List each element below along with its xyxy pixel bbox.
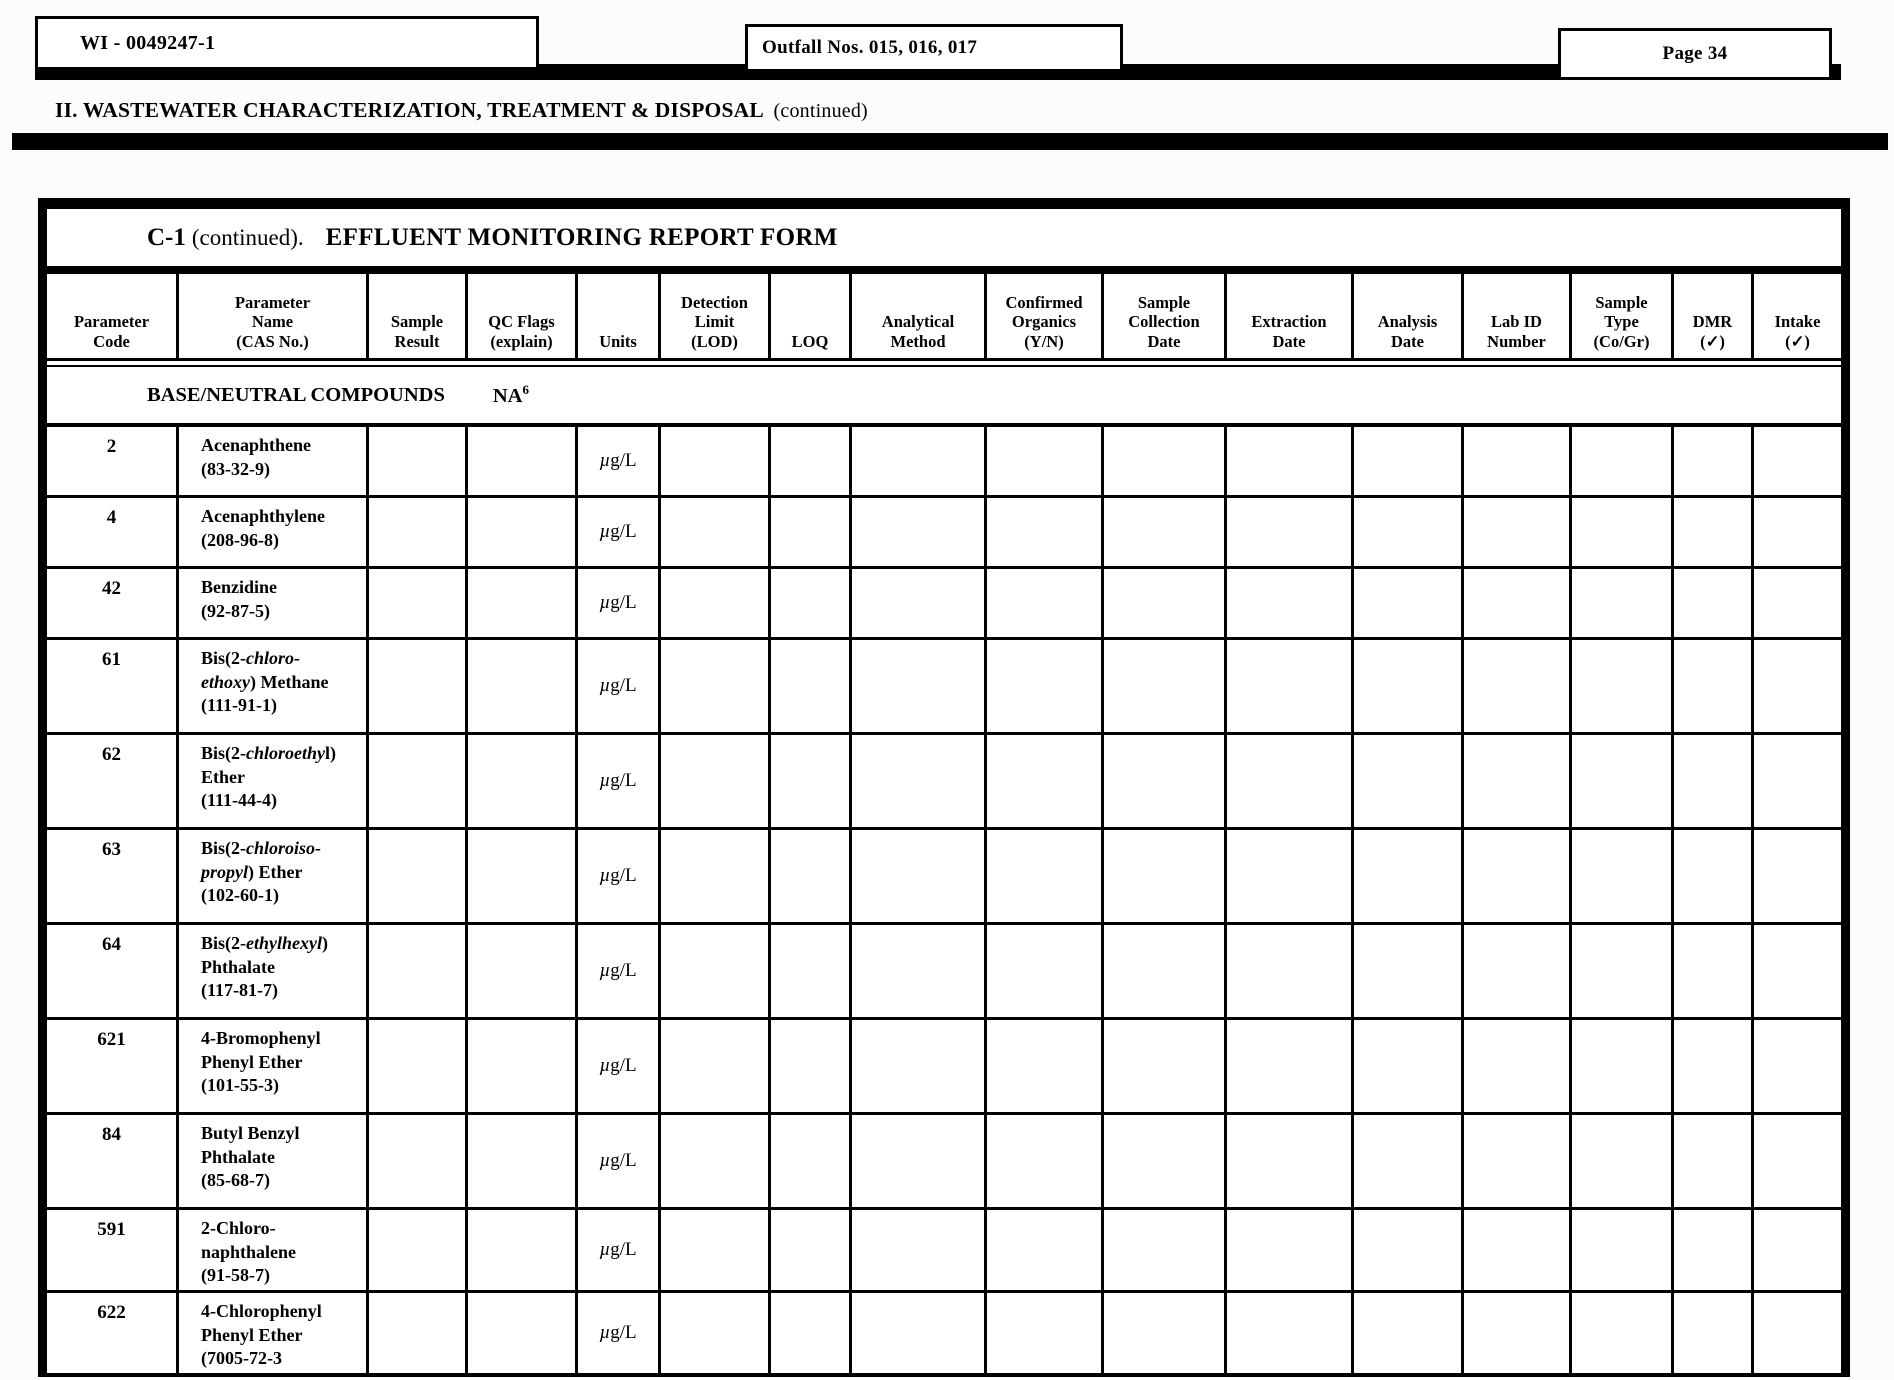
cell-qc-flags [468, 1020, 578, 1112]
cell-dmr [1674, 498, 1754, 566]
cell-units: µ g/L [578, 1293, 661, 1373]
effluent-monitoring-table [38, 198, 1850, 1377]
table-row [47, 569, 1841, 640]
cell-confirmed-organics [987, 427, 1104, 495]
cell-analytical-method [852, 925, 987, 1017]
column-header-sample-collection-date: Sample Collection Date [1104, 274, 1227, 358]
cell-extraction-date [1227, 925, 1354, 1017]
cell-dmr [1674, 1293, 1754, 1373]
compound-group-row [47, 367, 1841, 427]
cell-parameter-name: 2-Chloro- naphthalene (91-58-7) [179, 1210, 369, 1290]
cell-units: µ g/L [578, 498, 661, 566]
cell-detection-limit [661, 1020, 771, 1112]
cell-parameter-code: 591 [47, 1210, 179, 1290]
cell-dmr [1674, 569, 1754, 637]
cell-analysis-date [1354, 1210, 1464, 1290]
column-header-lab-id-number: Lab ID Number [1464, 274, 1572, 358]
cell-sample-type [1572, 1115, 1674, 1207]
cell-parameter-code: 4 [47, 498, 179, 566]
cell-sample-collection-date [1104, 735, 1227, 827]
cell-sample-result [369, 1115, 468, 1207]
cell-intake [1754, 1210, 1841, 1290]
column-header-sample-result: Sample Result [369, 274, 468, 358]
compound-group-value: $NA^6$ [492, 382, 529, 407]
table-header-row [47, 274, 1841, 358]
cell-sample-collection-date [1104, 1293, 1227, 1373]
cell-intake [1754, 830, 1841, 922]
cell-parameter-code: 42 [47, 569, 179, 637]
cell-loq [771, 498, 852, 566]
cell-sample-collection-date [1104, 830, 1227, 922]
cell-sample-type [1572, 1210, 1674, 1290]
section-heading-text: II. WASTEWATER CHARACTERIZATION, TREATMENT & DISPOSAL [55, 98, 763, 122]
cell-intake [1754, 1020, 1841, 1112]
cell-confirmed-organics [987, 735, 1104, 827]
cell-detection-limit [661, 1115, 771, 1207]
cell-dmr [1674, 1115, 1754, 1207]
cell-intake [1754, 735, 1841, 827]
cell-sample-result [369, 1210, 468, 1290]
cell-intake [1754, 640, 1841, 732]
cell-dmr [1674, 925, 1754, 1017]
cell-analytical-method [852, 498, 987, 566]
table-title-prefix: C-1 [147, 223, 186, 251]
compound-group-label: BASE/NEUTRAL COMPOUNDS [147, 383, 445, 406]
cell-units: µ g/L [578, 1210, 661, 1290]
cell-sample-type [1572, 925, 1674, 1017]
cell-parameter-name: Benzidine (92-87-5) [179, 569, 369, 637]
cell-sample-type [1572, 830, 1674, 922]
cell-sample-collection-date [1104, 498, 1227, 566]
cell-sample-result [369, 1293, 468, 1373]
permit-number-box [35, 16, 539, 70]
cell-sample-collection-date [1104, 1115, 1227, 1207]
cell-lab-id-number [1464, 1020, 1572, 1112]
cell-parameter-name: Bis(2-chloroethyl) Ether (111-44-4) [179, 735, 369, 827]
cell-confirmed-organics [987, 830, 1104, 922]
cell-lab-id-number [1464, 498, 1572, 566]
cell-units: µ g/L [578, 1020, 661, 1112]
cell-analysis-date [1354, 1020, 1464, 1112]
cell-parameter-name: Bis(2-chloro- ethoxy) Methane (111-91-1) [179, 640, 369, 732]
column-header-parameter-code: Parameter Code [47, 274, 179, 358]
cell-detection-limit [661, 830, 771, 922]
table-body [47, 427, 1841, 1373]
table-row [47, 640, 1841, 735]
cell-analysis-date [1354, 1293, 1464, 1373]
cell-qc-flags [468, 1210, 578, 1290]
cell-sample-collection-date [1104, 1210, 1227, 1290]
cell-dmr [1674, 427, 1754, 495]
cell-extraction-date [1227, 569, 1354, 637]
cell-sample-type [1572, 427, 1674, 495]
cell-sample-collection-date [1104, 427, 1227, 495]
cell-analytical-method [852, 735, 987, 827]
column-header-extraction-date: Extraction Date [1227, 274, 1354, 358]
header-double-rule [47, 358, 1841, 367]
cell-units: µ g/L [578, 569, 661, 637]
column-header-units: Units [578, 274, 661, 358]
cell-analysis-date [1354, 640, 1464, 732]
cell-parameter-code: 63 [47, 830, 179, 922]
cell-lab-id-number [1464, 735, 1572, 827]
cell-sample-collection-date [1104, 925, 1227, 1017]
cell-parameter-name: Acenaphthylene (208-96-8) [179, 498, 369, 566]
outfall-numbers: Outfall Nos. 015, 016, 017 [762, 37, 978, 58]
cell-intake [1754, 1115, 1841, 1207]
cell-qc-flags [468, 925, 578, 1017]
cell-sample-collection-date [1104, 1020, 1227, 1112]
column-header-loq: LOQ [771, 274, 852, 358]
table-row [47, 1293, 1841, 1373]
cell-analytical-method [852, 1115, 987, 1207]
cell-sample-result [369, 925, 468, 1017]
table-row [47, 1115, 1841, 1210]
column-header-dmr: DMR (✓) [1674, 274, 1754, 358]
cell-parameter-name: Bis(2-ethylhexyl) Phthalate (117-81-7) [179, 925, 369, 1017]
cell-analysis-date [1354, 569, 1464, 637]
cell-confirmed-organics [987, 925, 1104, 1017]
cell-qc-flags [468, 1115, 578, 1207]
cell-sample-collection-date [1104, 640, 1227, 732]
table-row [47, 1210, 1841, 1293]
cell-units: µ g/L [578, 1115, 661, 1207]
cell-intake [1754, 1293, 1841, 1373]
cell-parameter-name: Bis(2-chloroiso- propyl) Ether (102-60-1) [179, 830, 369, 922]
cell-qc-flags [468, 1293, 578, 1373]
column-header-analysis-date: Analysis Date [1354, 274, 1464, 358]
section-heading-continued: (continued) [773, 100, 868, 122]
cell-units: µ g/L [578, 640, 661, 732]
outfall-numbers-box [745, 24, 1123, 72]
cell-analytical-method [852, 1293, 987, 1373]
table-title-row [47, 209, 1841, 274]
cell-analytical-method [852, 640, 987, 732]
cell-lab-id-number [1464, 569, 1572, 637]
cell-analysis-date [1354, 498, 1464, 566]
cell-lab-id-number [1464, 640, 1572, 732]
cell-units: µ g/L [578, 925, 661, 1017]
cell-loq [771, 1210, 852, 1290]
cell-intake [1754, 925, 1841, 1017]
cell-detection-limit [661, 569, 771, 637]
table-row [47, 427, 1841, 498]
cell-loq [771, 1293, 852, 1373]
cell-analytical-method [852, 569, 987, 637]
table-title: EFFLUENT MONITORING REPORT FORM [325, 223, 838, 251]
cell-parameter-name: Acenaphthene (83-32-9) [179, 427, 369, 495]
cell-extraction-date [1227, 830, 1354, 922]
cell-sample-type [1572, 1020, 1674, 1112]
cell-lab-id-number [1464, 1293, 1572, 1373]
cell-detection-limit [661, 925, 771, 1017]
cell-loq [771, 640, 852, 732]
cell-detection-limit [661, 640, 771, 732]
cell-detection-limit [661, 735, 771, 827]
cell-extraction-date [1227, 735, 1354, 827]
cell-sample-type [1572, 1293, 1674, 1373]
cell-loq [771, 1115, 852, 1207]
cell-dmr [1674, 830, 1754, 922]
cell-sample-result [369, 569, 468, 637]
cell-sample-result [369, 735, 468, 827]
cell-extraction-date [1227, 1293, 1354, 1373]
cell-sample-result [369, 498, 468, 566]
table-row [47, 1020, 1841, 1115]
cell-parameter-name: 4-Chlorophenyl Phenyl Ether (7005-72-3 [179, 1293, 369, 1373]
column-header-sample-type: Sample Type (Co/Gr) [1572, 274, 1674, 358]
column-header-qc-flags: QC Flags (explain) [468, 274, 578, 358]
cell-qc-flags [468, 498, 578, 566]
cell-loq [771, 735, 852, 827]
cell-lab-id-number [1464, 925, 1572, 1017]
cell-detection-limit [661, 1210, 771, 1290]
cell-extraction-date [1227, 498, 1354, 566]
cell-parameter-code: 64 [47, 925, 179, 1017]
cell-extraction-date [1227, 427, 1354, 495]
cell-lab-id-number [1464, 830, 1572, 922]
cell-analytical-method [852, 1210, 987, 1290]
cell-sample-type [1572, 569, 1674, 637]
cell-dmr [1674, 1020, 1754, 1112]
cell-confirmed-organics [987, 498, 1104, 566]
cell-intake [1754, 498, 1841, 566]
cell-dmr [1674, 1210, 1754, 1290]
cell-sample-result [369, 640, 468, 732]
cell-units: µ g/L [578, 427, 661, 495]
cell-intake [1754, 569, 1841, 637]
cell-sample-collection-date [1104, 569, 1227, 637]
cell-qc-flags [468, 427, 578, 495]
cell-parameter-code: 621 [47, 1020, 179, 1112]
cell-loq [771, 925, 852, 1017]
cell-loq [771, 830, 852, 922]
section-heading [55, 98, 868, 123]
cell-units: µ g/L [578, 735, 661, 827]
cell-confirmed-organics [987, 1115, 1104, 1207]
cell-analysis-date [1354, 925, 1464, 1017]
permit-number: WI - 0049247-1 [80, 31, 216, 54]
cell-detection-limit [661, 498, 771, 566]
cell-analytical-method [852, 427, 987, 495]
cell-sample-type [1572, 735, 1674, 827]
column-header-confirmed-organics: Confirmed Organics (Y/N) [987, 274, 1104, 358]
cell-loq [771, 1020, 852, 1112]
cell-loq [771, 427, 852, 495]
cell-confirmed-organics [987, 569, 1104, 637]
cell-lab-id-number [1464, 427, 1572, 495]
cell-sample-type [1572, 498, 1674, 566]
cell-qc-flags [468, 569, 578, 637]
section-divider-bar [12, 133, 1888, 150]
column-header-detection-limit: Detection Limit (LOD) [661, 274, 771, 358]
cell-sample-type [1572, 640, 1674, 732]
table-row [47, 498, 1841, 569]
cell-intake [1754, 427, 1841, 495]
cell-confirmed-organics [987, 640, 1104, 732]
page-number: Page 34 [1662, 43, 1728, 64]
column-header-intake: Intake (✓) [1774, 312, 1821, 351]
column-header-analytical-method: Analytical Method [852, 274, 987, 358]
cell-analytical-method [852, 830, 987, 922]
cell-analysis-date [1354, 1115, 1464, 1207]
cell-parameter-name: Butyl Benzyl Phthalate (85-68-7) [179, 1115, 369, 1207]
cell-dmr [1674, 735, 1754, 827]
cell-parameter-code: 61 [47, 640, 179, 732]
cell-extraction-date [1227, 1115, 1354, 1207]
cell-qc-flags [468, 640, 578, 732]
page-number-box [1558, 28, 1832, 80]
cell-confirmed-organics [987, 1293, 1104, 1373]
cell-analytical-method [852, 1020, 987, 1112]
cell-units: µ g/L [578, 830, 661, 922]
table-row [47, 925, 1841, 1020]
table-row [47, 830, 1841, 925]
cell-parameter-code: 84 [47, 1115, 179, 1207]
cell-qc-flags [468, 830, 578, 922]
cell-extraction-date [1227, 640, 1354, 732]
cell-sample-result [369, 427, 468, 495]
cell-lab-id-number [1464, 1115, 1572, 1207]
cell-lab-id-number [1464, 1210, 1572, 1290]
cell-analysis-date [1354, 427, 1464, 495]
cell-extraction-date [1227, 1210, 1354, 1290]
cell-analysis-date [1354, 830, 1464, 922]
column-header-parameter-name: Parameter Name (CAS No.) [179, 274, 369, 358]
cell-analysis-date [1354, 735, 1464, 827]
cell-extraction-date [1227, 1020, 1354, 1112]
cell-parameter-code: 622 [47, 1293, 179, 1373]
cell-sample-result [369, 1020, 468, 1112]
cell-loq [771, 569, 852, 637]
cell-confirmed-organics [987, 1020, 1104, 1112]
cell-parameter-name: 4-Bromophenyl Phenyl Ether (101-55-3) [179, 1020, 369, 1112]
cell-confirmed-organics [987, 1210, 1104, 1290]
cell-parameter-code: 62 [47, 735, 179, 827]
table-row [47, 735, 1841, 830]
cell-detection-limit [661, 1293, 771, 1373]
cell-dmr [1674, 640, 1754, 732]
cell-sample-result [369, 830, 468, 922]
cell-parameter-code: 2 [47, 427, 179, 495]
table-title-continued: (continued). [191, 224, 304, 250]
cell-qc-flags [468, 735, 578, 827]
cell-detection-limit [661, 427, 771, 495]
